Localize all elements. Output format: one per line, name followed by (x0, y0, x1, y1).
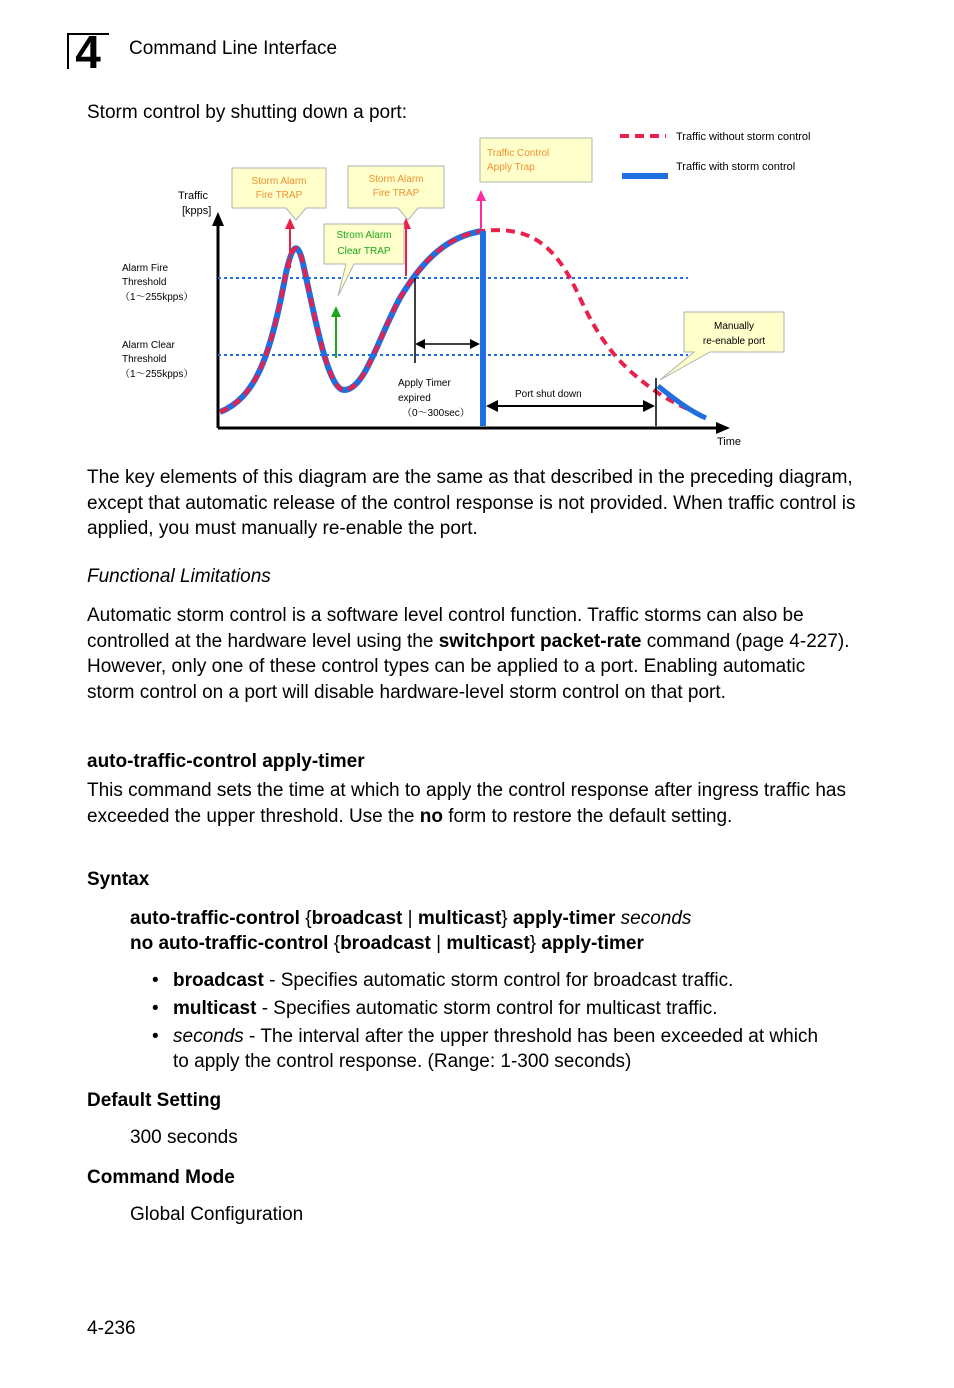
callout-fire-1-line1: Storm Alarm (251, 176, 307, 187)
syn2-brace-open: { (328, 933, 341, 954)
callout-fire-trap-1 (232, 168, 326, 220)
syn1-brace-open: { (299, 908, 312, 929)
apply-trap-arrowhead (476, 190, 486, 201)
bullet-desc: - Specifies automatic storm control for multicast traffic. (256, 998, 718, 1019)
x-axis-label: Time (717, 436, 742, 448)
port-shutdown-arrow-right (643, 400, 655, 412)
callout-manual-reenable (660, 312, 784, 380)
y-axis-label-2: [kpps] (182, 205, 212, 217)
apply-timer-arrow-left (415, 339, 425, 349)
apply-timer-label-2: expired (398, 393, 431, 404)
default-setting-value: 300 seconds (130, 1127, 238, 1148)
traffic-without-control-curve (220, 230, 706, 418)
bullet-broadcast (130, 968, 830, 993)
y-axis-label-1: Traffic (178, 190, 208, 202)
syn2-sep: | (430, 933, 447, 954)
syntax-bullets (130, 968, 830, 1077)
fire-threshold-label-2: Threshold (122, 277, 167, 288)
clear-threshold-label-3: （1～255kpps） (120, 369, 194, 380)
fire-threshold-label-1: Alarm Fire (122, 263, 169, 274)
page-number: 4-236 (87, 1318, 136, 1339)
default-setting-heading: Default Setting (87, 1090, 222, 1111)
bullet-term: broadcast (173, 970, 264, 991)
apply-timer-label-3: （0～300sec） (402, 408, 470, 419)
diagram-explanation: The key elements of this diagram are the same as that described in the preceding diagram, except that automatic release of the control response is not provided. When traffic control is applied, you must manually re-enable the port. (87, 467, 856, 539)
chapter-number-graphic (67, 33, 109, 69)
storm-control-svg (110, 128, 850, 453)
syntax-line-2 (130, 931, 691, 956)
callout-apply-trap (480, 138, 592, 182)
fl-cmd-switchport-packet-rate: switchport packet-rate (438, 630, 642, 652)
syntax-block (130, 906, 691, 956)
legend-dashed-label: Traffic without storm control (676, 131, 811, 143)
callout-clear-line1: Strom Alarm (336, 230, 392, 241)
syn2-cmd: no auto-traffic-control (130, 933, 329, 954)
x-axis-arrow (716, 422, 730, 434)
bullet-desc: - The interval after the upper threshold has been exceeded at which to apply the control response. (Range: 1-300 seconds) (173, 1026, 819, 1072)
functional-limitations-text (87, 603, 857, 705)
cmd-desc-a: This command sets the time at which to apply the control response after ingress traffic has exceeded the upper threshold. Use the (87, 780, 846, 827)
bullet-term: multicast (173, 998, 257, 1019)
y-axis-arrow (212, 212, 224, 226)
apply-timer-arrow-right (470, 339, 480, 349)
callout-apply-line1: Traffic Control (487, 148, 550, 159)
callout-clear-line2: Clear TRAP (337, 246, 391, 257)
command-mode-value: Global Configuration (130, 1204, 304, 1225)
clear-threshold-label-2: Threshold (122, 354, 167, 365)
fl-text-b: command (page 4-227). However, only one of these control types can be applied to a port. Enabling automatic storm control on a port will disable hardware-level storm control on that port. (87, 630, 850, 703)
callout-apply-line2: Apply Trap (487, 162, 535, 173)
bullet-multicast (130, 996, 830, 1021)
syn1-sep: | (402, 908, 418, 929)
cmd-desc-b: form to restore the default setting. (442, 805, 733, 827)
figure-lead-text: Storm control by shutting down a port: (87, 102, 407, 123)
traffic-reenabled-curve (658, 386, 706, 418)
syn2-brace-close: } (529, 933, 542, 954)
bullet-desc: - Specifies automatic storm control for broadcast traffic. (263, 970, 734, 991)
syn1-opt2: multicast (417, 908, 502, 929)
syn2-opt2: multicast (446, 933, 530, 954)
callout-fire-2-line2: Fire TRAP (372, 188, 420, 199)
command-mode-heading: Command Mode (87, 1167, 235, 1188)
callout-fire-trap-2 (348, 166, 444, 220)
syn2-tail: apply-timer (541, 933, 644, 954)
cmd-desc-no: no (419, 805, 443, 827)
fire-trap-arrowhead-1 (285, 218, 295, 229)
syntax-line-1 (130, 906, 691, 931)
chapter-title: Command Line Interface (129, 38, 338, 59)
apply-timer-label-1: Apply Timer (398, 378, 451, 389)
legend-solid-label: Traffic with storm control (676, 161, 796, 173)
syn1-opt1: broadcast (311, 908, 403, 929)
command-description (87, 778, 847, 829)
storm-control-diagram (110, 128, 850, 453)
syn1-cmd: auto-traffic-control (130, 908, 300, 929)
syn1-param: seconds (615, 908, 692, 929)
callout-manual-line1: Manually (713, 321, 755, 332)
clear-trap-arrowhead (331, 306, 341, 317)
callout-fire-1-line2: Fire TRAP (255, 190, 303, 201)
callout-manual-line2: re-enable port (702, 336, 766, 347)
port-shutdown-label: Port shut down (515, 389, 582, 400)
functional-limitations-heading: Functional Limitations (87, 566, 271, 587)
chapter-number-box (67, 33, 109, 69)
command-heading: auto-traffic-control apply-timer (87, 751, 365, 772)
fire-threshold-label-3: （1～255kpps） (120, 292, 194, 303)
syn2-opt1: broadcast (340, 933, 431, 954)
syntax-heading: Syntax (87, 869, 150, 890)
port-shutdown-arrow-left (486, 400, 498, 412)
callout-fire-2-line1: Storm Alarm (368, 174, 424, 185)
bullet-seconds (130, 1024, 830, 1074)
clear-threshold-label-1: Alarm Clear (122, 340, 175, 351)
chapter-number: 4 (75, 33, 101, 69)
callout-clear-trap (324, 224, 404, 296)
bullet-term: seconds (173, 1026, 244, 1047)
syn1-brace-close: } (501, 908, 513, 929)
fl-text-a: Automatic storm control is a software level control function. Traffic storms can also be controlled at the hardware level using the (87, 605, 804, 652)
syn1-tail: apply-timer (512, 908, 616, 929)
